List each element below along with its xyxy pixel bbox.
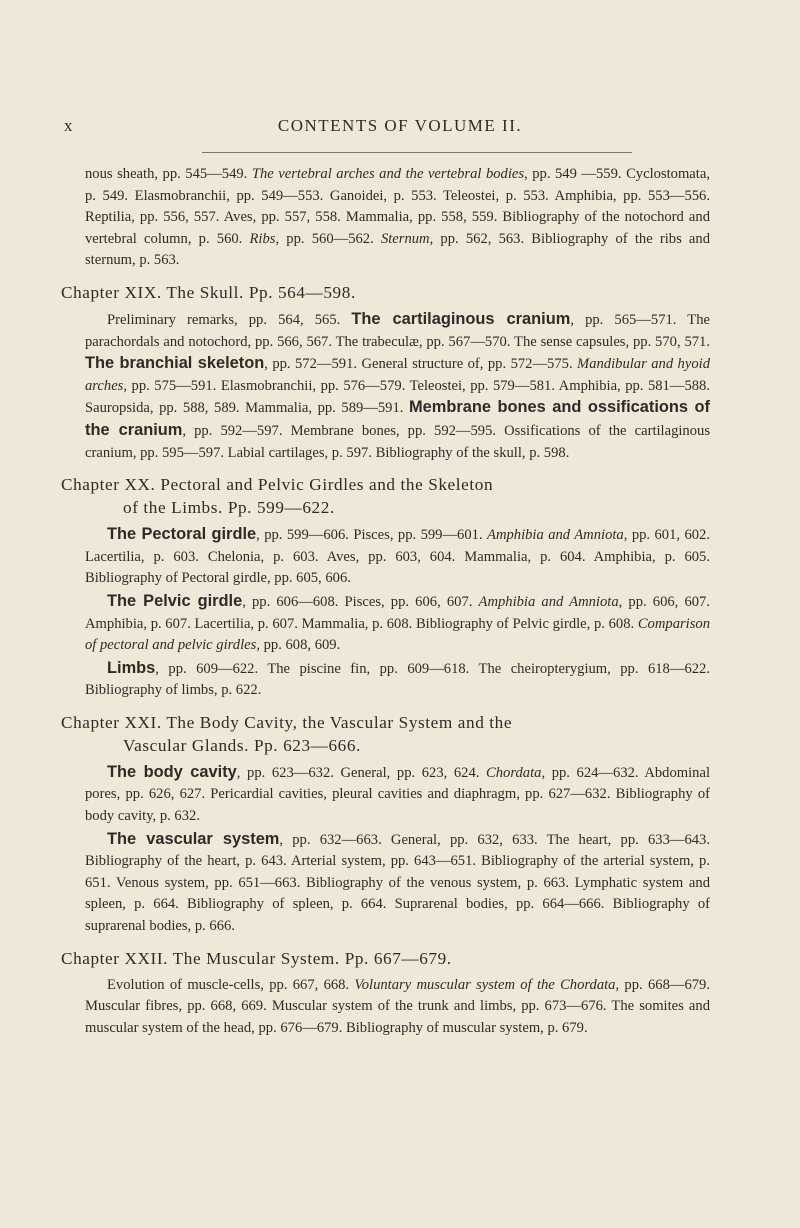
contents-body — [61, 164, 711, 1040]
chapter-20-entry-limbs: Limbs, pp. 609—622. The piscine fin, pp. 609—618. The cheiropterygium, pp. 618—622. Bibliography of limbs, p. 622. — [85, 658, 710, 699]
chapter-20-entry-pelvic: The Pelvic girdle, pp. 606—608. Pisces, pp. 606, 607. Amphibia and Amniota, pp. 606, 607. Amphibia, p. 607. Lacertilia, p. 607. Mammalia, p. 608. Bibliography of Pelvic girdle, p. 608. Comparison of pectoral and pelvic girdles, pp. 608, 609. — [85, 591, 711, 654]
running-header — [0, 116, 800, 142]
chapter-21-entry-vascular: The vascular system, pp. 632—663. General, pp. 632, 633. The heart, pp. 633—643. Bibliography of the heart, p. 643. Arterial system, pp. 643—651. Bibliography of the arterial system, p. 651. Venous system, pp. 651—663. Bibliography of the venous system, p. 663. Lymphatic system and spleen, p. 664. Bibliography of spleen, p. 664. Suprarenal bodies, pp. 664—666. Bibliography of suprarenal bodies, p. 666. — [85, 829, 711, 935]
chapter-22-entry: Evolution of muscle-cells, pp. 667, 668. Voluntary muscular system of the Chordata, pp. 668—679. Muscular fibres, pp. 668, 669. Muscular system of the trunk and limbs, pp. 673—676. The somites and muscular system of the head, pp. 676—679. Bibliography of muscular system, p. 679. — [85, 976, 710, 1036]
chapter-22-heading: Chapter XXII. The Muscular System. Pp. 667—679. — [61, 948, 452, 968]
chapter-21-entry-body-cavity: The body cavity, pp. 623—632. General, pp. 623, 624. Chordata, pp. 624—632. Abdominal pores, pp. 626, 627. Pericardial cavities, pleural cavities and diaphragm, pp. 627—632. Bibliography of body cavity, p. 632. — [85, 762, 711, 825]
intro-paragraph: nous sheath, pp. 545—549. The vertebral arches and the vertebral bodies, pp. 549 —559. Cyclostomata, p. 549. Elasmobranchii, pp. 549—553. Ganoidei, p. 553. Teleostei, p. 553. Amphibia, pp. 553—556. Reptilia, pp. 556, 557. Aves, pp. 557, 558. Mammalia, pp. 558, 559. Bibliography of the notochord and vertebral column, p. 560. Ribs, pp. 560—562. Sternum, pp. 562, 563. Bibliography of the ribs and sternum, p. 563. — [85, 166, 711, 269]
chapter-19-heading: Chapter XIX. The Skull. Pp. 564—598. — [61, 282, 356, 302]
chapter-21-heading: Chapter XXI. The Body Cavity, the Vascular System and the Vascular Glands. Pp. 623—666. — [61, 712, 513, 755]
page-title: CONTENTS OF VOLUME II. — [277, 116, 523, 135]
chapter-20-heading: Chapter XX. Pectoral and Pelvic Girdles and the Skeleton of the Limbs. Pp. 599—622. — [61, 475, 494, 518]
chapter-19-entry: Preliminary remarks, pp. 564, 565. The cartilaginous cranium, pp. 565—571. The parachordals and notochord, pp. 566, 567. The trabeculæ, pp. 567—570. The sense capsules, pp. 570, 571. The branchial skeleton, pp. 572—591. General structure of, pp. 572—575. Mandibular and hyoid arches, pp. 575—591. Elasmobranchii, pp. 576—579. Teleostei, pp. 579—581. Amphibia, pp. 581—588. Sauropsida, pp. 588, 589. Mammalia, pp. 589—591. Membrane bones and ossifications of the cranium, pp. 592—597. Membrane bones, pp. 592—595. Ossifications of the cartilaginous cranium, pp. 595—597. Labial cartilages, p. 597. Bibliography of the skull, p. 598. — [85, 309, 711, 461]
header-rule — [202, 152, 632, 153]
page-number: x — [64, 116, 74, 135]
chapter-20-entry-pectoral: The Pectoral girdle, pp. 599—606. Pisces, pp. 599—601. Amphibia and Amniota, pp. 601, 602. Lacertilia, p. 603. Chelonia, p. 603. Aves, pp. 603, 604. Mammalia, p. 604. Amphibia, p. 605. Bibliography of Pectoral girdle, pp. 605, 606. — [85, 525, 710, 587]
